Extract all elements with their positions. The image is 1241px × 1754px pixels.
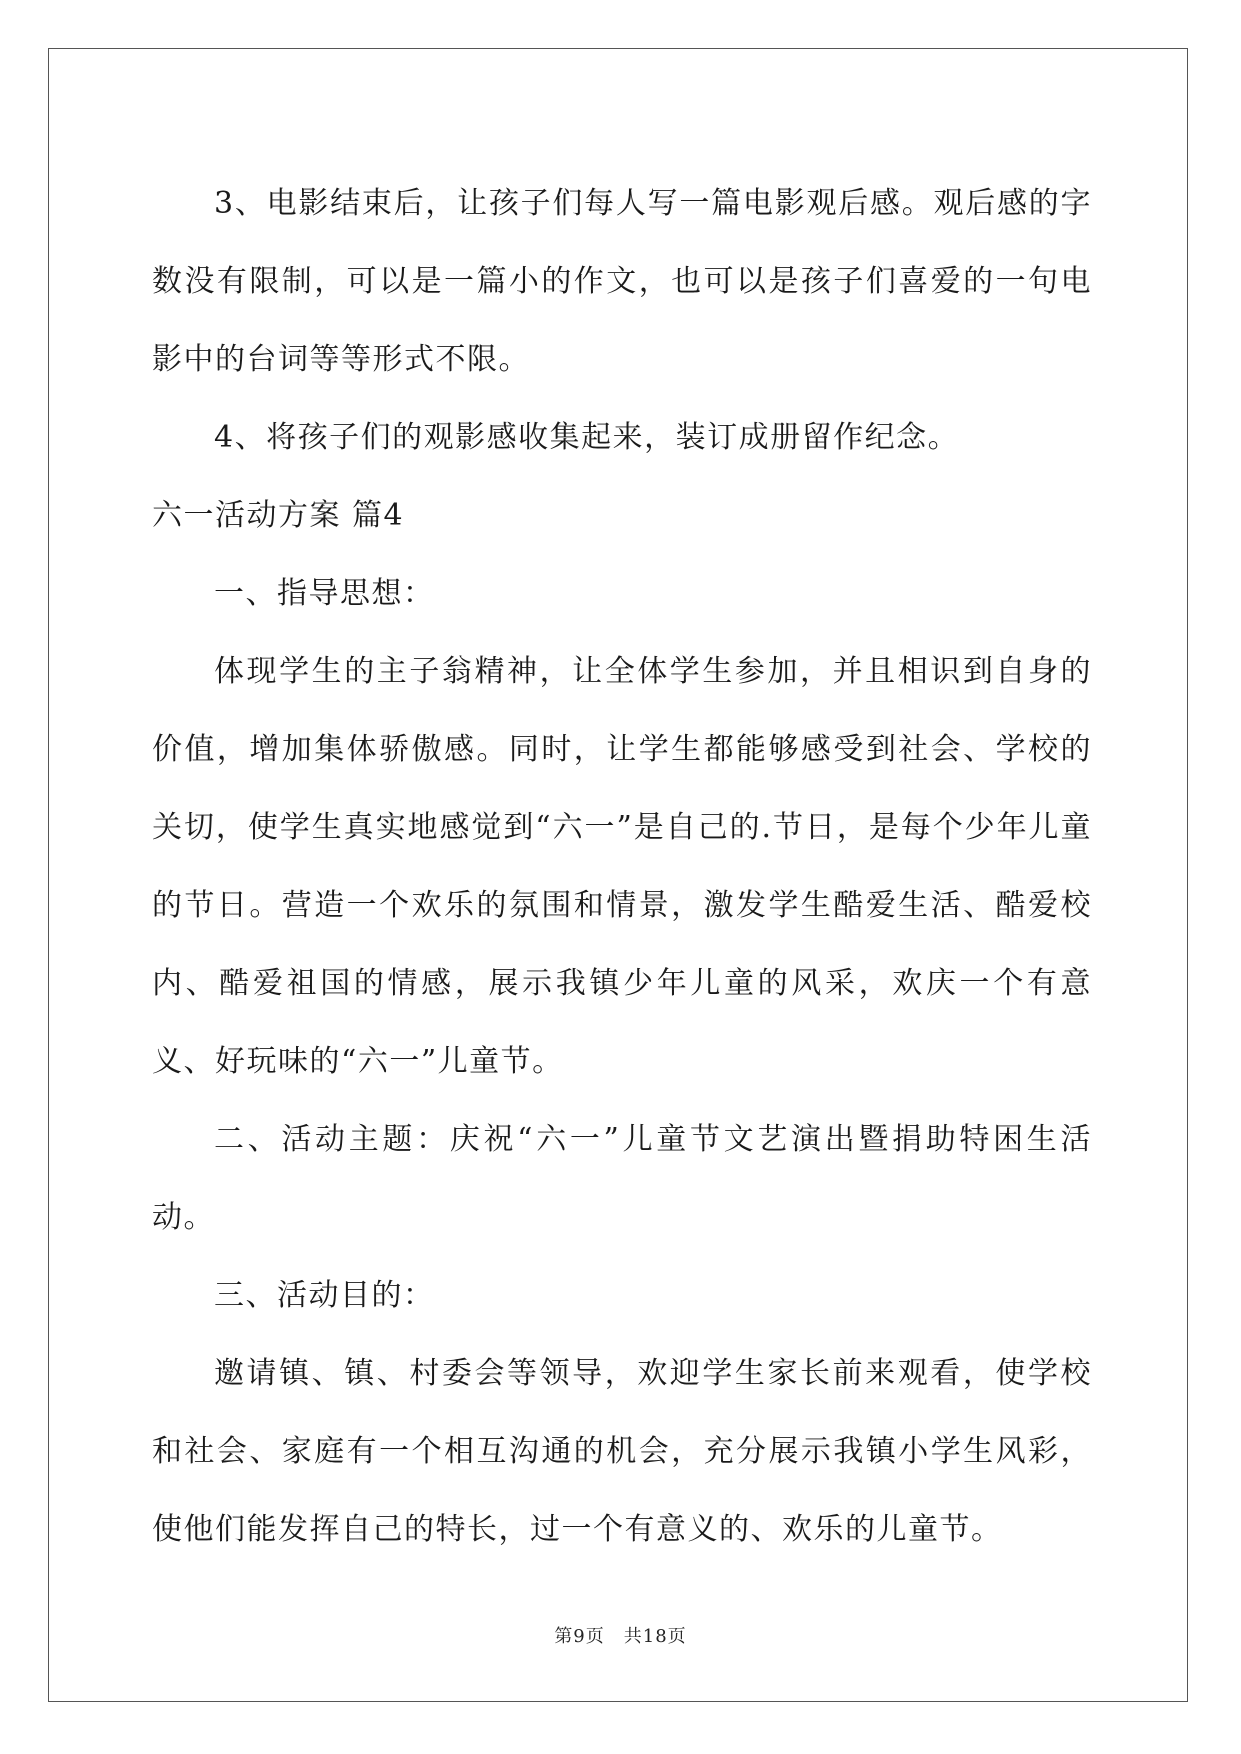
paragraph-guiding-ideology-title: 一、指导思想：	[214, 576, 435, 611]
paragraph-guiding-ideology-body: 体现学生的主子翁精神，让全体学生参加，并且相识到自身的价值，增加集体骄傲感。同时，让学生都能够感受到社会、学校的关切，使学生真实地感觉到“六一”是自己的.节日，是每个少年儿童的节日。营造一个欢乐的氛围和情景，激发学生酷爱生活、酷爱校内、酷爱祖国的情感，展示我镇少年儿童的风采，欢庆一个有意义、好玩味的“六一”儿童节。	[152, 654, 1092, 1079]
paragraph-activity-theme: 二、活动主题：庆祝“六一”儿童节文艺演出暨捐助特困生活动。	[152, 1122, 1092, 1235]
paragraph-step-3: 3、电影结束后，让孩子们每人写一篇电影观后感。观后感的字数没有限制，可以是一篇小的作文，也可以是孩子们喜爱的一句电影中的台词等等形式不限。	[152, 186, 1092, 377]
paragraph-step-4: 4、将孩子们的观影感收集起来，装订成册留作纪念。	[214, 420, 960, 455]
page-number-footer: 第9页 共18页	[554, 1626, 687, 1647]
document-body	[152, 165, 1092, 1569]
paragraph-activity-purpose-title: 三、活动目的：	[214, 1278, 435, 1313]
section-heading: 六一活动方案 篇4	[152, 498, 405, 533]
paragraph-activity-purpose-body: 邀请镇、镇、村委会等领导，欢迎学生家长前来观看，使学校和社会、家庭有一个相互沟通的机会，充分展示我镇小学生风彩，使他们能发挥自己的特长，过一个有意义的、欢乐的儿童节。	[152, 1356, 1092, 1547]
